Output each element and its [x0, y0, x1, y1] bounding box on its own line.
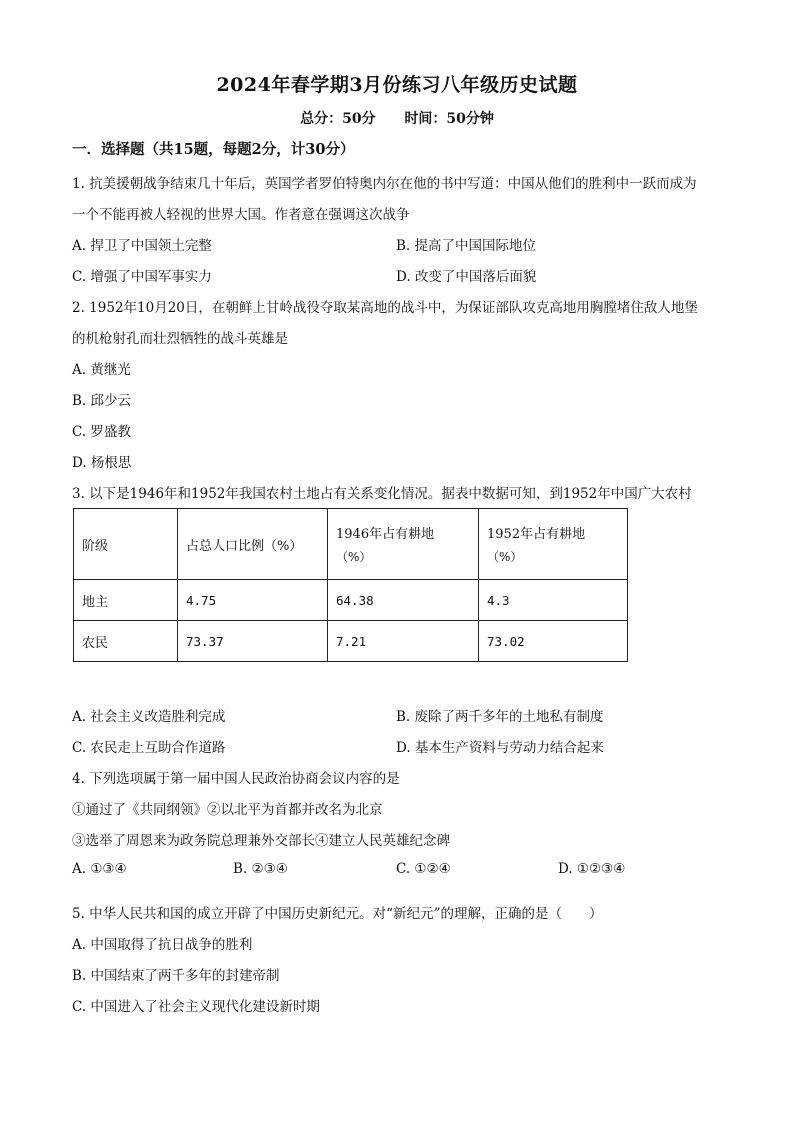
table-cell: 73.37: [178, 621, 328, 662]
section-heading: 一．选择题（共15题，每题2分，计30分）: [72, 141, 355, 158]
q2-option-d: D. 杨根思: [72, 455, 132, 471]
q5-option-a: A. 中国取得了抗日战争的胜利: [72, 937, 253, 953]
table-cell: 农民: [74, 621, 178, 662]
q3-option-d: D. 基本生产资料与劳动力结合起来: [396, 740, 604, 756]
table-header-cell: 1946年占有耕地 （%）: [328, 509, 479, 580]
table-row: [74, 621, 628, 662]
q5-option-c: C. 中国进入了社会主义现代化建设新时期: [72, 999, 320, 1015]
total-score: 总分：50分: [300, 111, 376, 127]
q3-option-c: C. 农民走上互助合作道路: [72, 740, 226, 756]
q1-option-a: A. 捍卫了中国领土完整: [72, 238, 212, 254]
table-cell: 4.75: [178, 580, 328, 621]
q2-stem-line2: 的机枪射孔而壮烈牺牲的战斗英雄是: [72, 331, 288, 347]
q5-option-b: B. 中国结束了两千多年的封建帝制: [72, 968, 280, 984]
q4-stem-line3: ③选举了周恩来为政务院总理兼外交部长④建立人民英雄纪念碑: [72, 833, 450, 849]
land-table: [73, 508, 628, 662]
exam-info: [0, 108, 794, 128]
table-header-cell: 阶级: [74, 509, 178, 580]
q3-stem-line1: 3. 以下是1946年和1952年我国农村土地占有关系变化情况。据表中数据可知，到1952年中国广大农村: [72, 486, 692, 502]
table-cell: 7.21: [328, 621, 479, 662]
q4-option-d: D. ①②③④: [558, 861, 626, 877]
table-row: [74, 580, 628, 621]
table-cell: 64.38: [328, 580, 479, 621]
q1-stem-line2: 一个不能再被人轻视的世界大国。作者意在强调这次战争: [72, 207, 410, 223]
q1-option-b: B. 提高了中国国际地位: [396, 238, 537, 254]
table-header-cell: 1952年占有耕地 （%）: [479, 509, 628, 580]
table-header-cell: 占总人口比例（%）: [178, 509, 328, 580]
q4-option-a: A. ①③④: [72, 861, 127, 877]
q4-stem-line2: ①通过了《共同纲领》②以北平为首都并改名为北京: [72, 802, 383, 818]
table-cell: 73.02: [479, 621, 628, 662]
q3-option-b: B. 废除了两千多年的土地私有制度: [396, 709, 604, 725]
table-cell: 4.3: [479, 580, 628, 621]
q2-option-a: A. 黄继光: [72, 362, 131, 378]
q1-option-d: D. 改变了中国落后面貌: [396, 269, 537, 285]
exam-time: 时间：50分钟: [404, 111, 494, 127]
q1-option-c: C. 增强了中国军事实力: [72, 269, 212, 285]
q4-option-c: C. ①②④: [396, 861, 451, 877]
q4-option-b: B. ②③④: [233, 861, 288, 877]
q1-stem-line1: 1. 抗美援朝战争结束几十年后，英国学者罗伯特奥内尔在他的书中写道：中国从他们的胜利中一跃而成为: [72, 176, 697, 192]
q3-option-a: A. 社会主义改造胜利完成: [72, 709, 226, 725]
table-cell: 地主: [74, 580, 178, 621]
table-header-row: [74, 509, 628, 580]
q2-stem-line1: 2. 1952年10月20日，在朝鲜上甘岭战役夺取某高地的战斗中，为保证部队攻克高地用胸膛堵住敌人地堡: [72, 300, 698, 316]
q2-option-c: C. 罗盛教: [72, 424, 131, 440]
q4-stem-line1: 4. 下列选项属于第一届中国人民政治协商会议内容的是: [72, 771, 400, 787]
q5-stem-line1: 5. 中华人民共和国的成立开辟了中国历史新纪元。对“新纪元”的理解，正确的是（ ）: [72, 906, 603, 922]
q2-option-b: B. 邱少云: [72, 393, 132, 409]
exam-title: 2024年春学期3月份练习八年级历史试题: [216, 74, 578, 96]
